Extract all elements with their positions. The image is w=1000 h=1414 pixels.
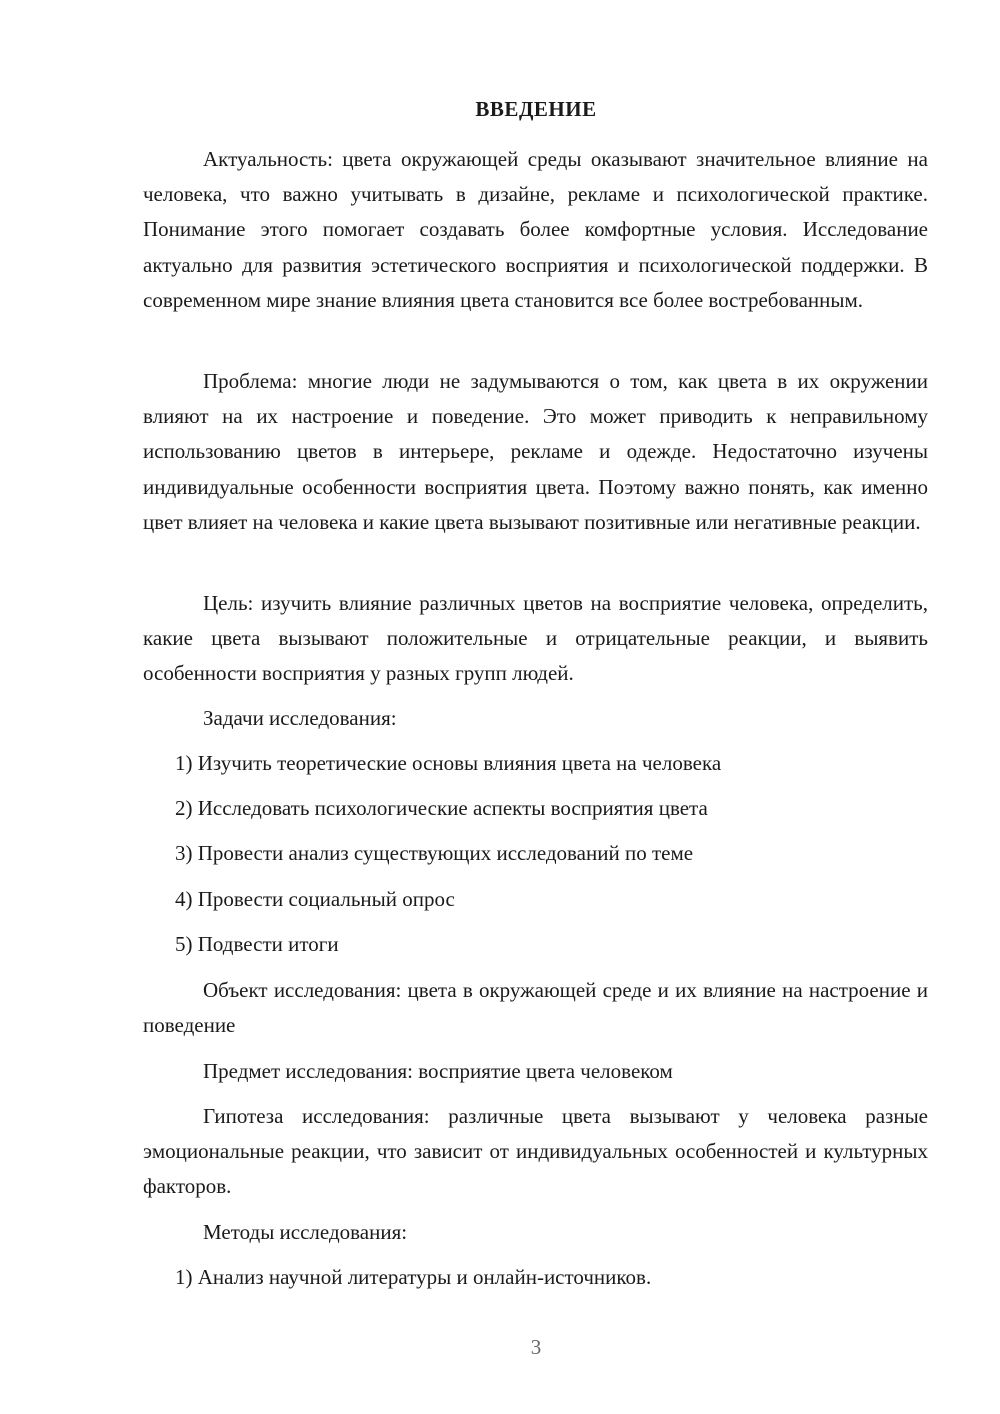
task-item: 4) Провести социальный опрос [175,887,455,911]
tasks-heading: Задачи исследования: [203,706,397,730]
relevance-paragraph: Актуальность: цвета окружающей среды оказывают значительное влияние на человека, что важно учитывать в дизайне, рекламе и психологической практике. Понимание этого помогает создавать более комфортные условия. Исследование актуально для развития эстетического восприятия и психологической поддержки. В современном мире знание влияния цвета становится все более востребованным. [143,147,928,312]
goal-paragraph: Цель: изучить влияние различных цветов на восприятие человека, определить, какие цвета вызывают положительные и отрицательные реакции, и выявить особенности восприятия у разных групп людей. [143,591,928,686]
task-item: 1) Изучить теоретические основы влияния цвета на человека [175,751,722,775]
method-item: 1) Анализ научной литературы и онлайн-источников. [175,1265,652,1289]
problem-paragraph: Проблема: многие люди не задумываются о том, как цвета в их окружении влияют на их настроение и поведение. Это может приводить к неправильному использованию цветов в интерьере, рекламе и одежде. Недостаточно изучены индивидуальные особенности восприятия цвета. Поэтому важно понять, как именно цвет влияет на человека и какие цвета вызывают позитивные или негативные реакции. [143,369,928,534]
hypothesis-paragraph: Гипотеза исследования: различные цвета вызывают у человека разные эмоциональные реакции, что зависит от индивидуальных особенностей и культурных факторов. [143,1104,928,1199]
task-item: 3) Провести анализ существующих исследований по теме [175,841,694,865]
task-item: 5) Подвести итоги [175,932,339,956]
page-number: 3 [530,1335,542,1359]
object-paragraph: Объект исследования: цвета в окружающей среде и их влияние на настроение и поведение [143,978,928,1038]
subject-paragraph: Предмет исследования: восприятие цвета человеком [203,1059,673,1083]
task-item: 2) Исследовать психологические аспекты восприятия цвета [175,796,708,820]
methods-heading: Методы исследования: [203,1220,408,1244]
section-title: ВВЕДЕНИЕ [475,97,597,121]
